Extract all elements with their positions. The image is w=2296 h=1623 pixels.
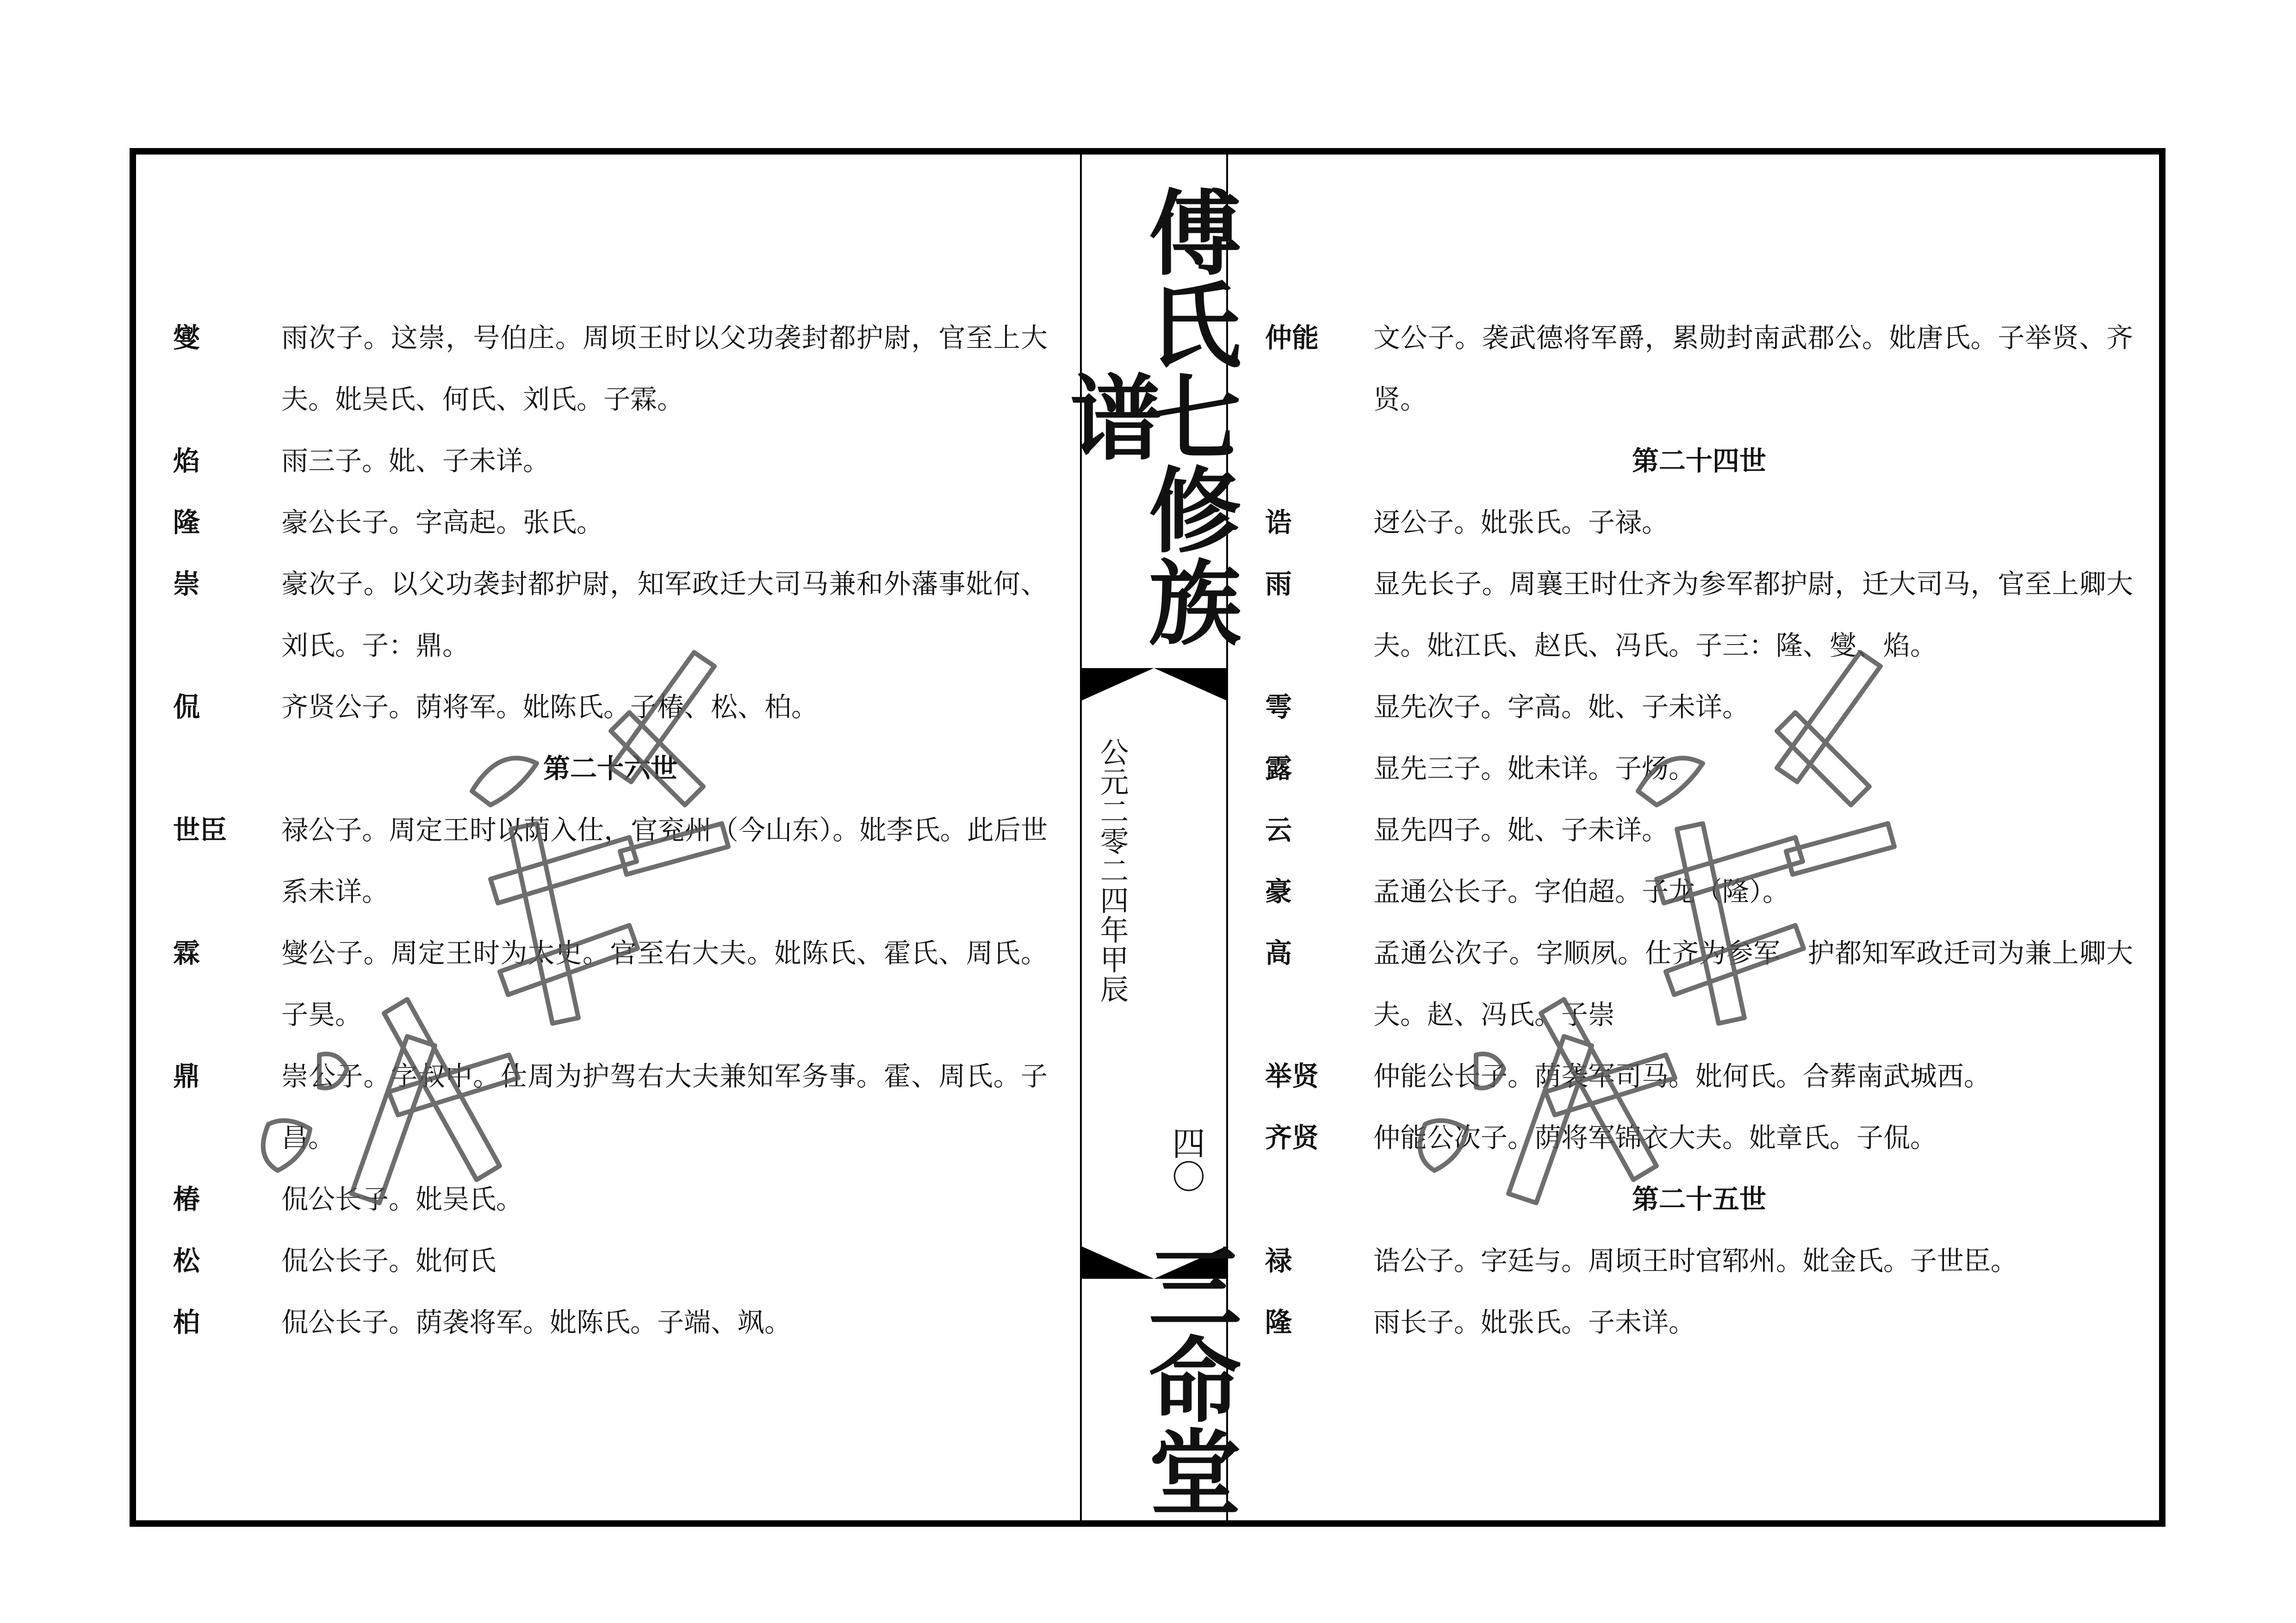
genealogy-entry xyxy=(1265,1107,2133,1169)
genealogy-entry xyxy=(173,676,1048,738)
entry-description: 燮公子。周定王时为太史。官至右大夫。妣陈氏、霍氏、周氏。子昊。 xyxy=(281,937,1048,1030)
entry-name: 露 xyxy=(1265,753,1292,784)
genealogy-entry xyxy=(173,492,1048,553)
genealogy-entry xyxy=(1265,1292,2133,1353)
generation-heading: 第二十五世 xyxy=(1632,1183,1766,1215)
entry-description: 崇公子。字叔中。仕周为护驾右大夫兼知军务事。霍、周氏。子昌。 xyxy=(281,1060,1048,1153)
genealogy-entry xyxy=(173,553,1048,676)
entry-name: 隆 xyxy=(173,507,200,538)
entry-name: 隆 xyxy=(1265,1307,1292,1338)
genealogy-entry xyxy=(1265,492,2133,553)
left-page xyxy=(136,155,1080,1520)
entry-description: 仲能公长子。荫袭军司马。妣何氏。合葬南武城西。 xyxy=(1373,1060,1991,1092)
entry-description: 豪公长子。字高起。张氏。 xyxy=(281,507,604,538)
entry-description: 雨三子。妣、子未详。 xyxy=(281,445,550,477)
entry-name: 齐贤 xyxy=(1265,1122,1319,1153)
genealogy-entry xyxy=(1265,1230,2133,1292)
entry-name: 诰 xyxy=(1265,507,1292,538)
genealogy-entry xyxy=(1265,923,2133,1046)
entry-name: 侃 xyxy=(173,691,200,723)
genealogy-entry xyxy=(173,1230,1048,1292)
entry-description: 诰公子。字廷与。周顷王时官郓州。妣金氏。子世臣。 xyxy=(1373,1245,2018,1276)
genealogy-entry xyxy=(173,1169,1048,1230)
entry-description: 齐贤公子。荫将军。妣陈氏。子椿、松、柏。 xyxy=(281,691,819,723)
entry-name: 举贤 xyxy=(1265,1060,1319,1092)
spine-band-top xyxy=(1082,668,1226,728)
entry-name: 世臣 xyxy=(173,814,227,846)
spine-title: 傅氏七修族谱 xyxy=(1055,185,1241,647)
genealogy-entry xyxy=(1265,861,2133,923)
genealogy-entry xyxy=(173,1046,1048,1169)
entry-description: 显先四子。妣、子未详。 xyxy=(1373,814,1669,846)
entry-description: 雨次子。这崇，号伯庄。周顷王时以父功袭封都护尉，官至上大夫。妣吴氏、何氏、刘氏。子霖。 xyxy=(281,322,1048,415)
entry-name: 豪 xyxy=(1265,876,1292,907)
entry-name: 柏 xyxy=(173,1307,200,1338)
entry-description: 显先长子。周襄王时仕齐为参军都护尉，迁大司马，官至上卿大夫。妣江氏、赵氏、冯氏。子三：隆、燮、焰。 xyxy=(1373,568,2133,661)
entry-name: 仲能 xyxy=(1265,322,1319,353)
genealogy-entry xyxy=(173,799,1048,923)
right-page xyxy=(1228,155,2166,1520)
spine-hall-name: 三命堂 xyxy=(1133,1239,1241,1517)
entry-description: 孟通公长子。字伯超。子龙（隆）。 xyxy=(1373,876,1790,907)
spine-year: 公元二零二四年甲辰 xyxy=(1095,737,1129,1004)
genealogy-entry xyxy=(1265,307,2133,430)
generation-heading: 第二十四世 xyxy=(1632,445,1766,477)
entry-name: 鼎 xyxy=(173,1060,200,1092)
entry-description: 侃公长子。妣吴氏。 xyxy=(281,1183,523,1215)
genealogy-entry xyxy=(1265,676,2133,738)
spine xyxy=(1055,155,1241,1520)
entry-description: 雨长子。妣张氏。子未详。 xyxy=(1373,1307,1696,1338)
entry-name: 霖 xyxy=(173,937,200,969)
entry-name: 雨 xyxy=(1265,568,1292,600)
genealogy-entry xyxy=(173,307,1048,430)
generation-heading: 第二十六世 xyxy=(543,753,677,784)
entry-description: 仲能公次子。荫将军锦衣大夫。妣章氏。子侃。 xyxy=(1373,1122,1937,1153)
genealogy-entry xyxy=(173,923,1048,1046)
entry-name: 雩 xyxy=(1265,691,1292,723)
entry-description: 文公子。袭武德将军爵，累勋封南武郡公。妣唐氏。子举贤、齐贤。 xyxy=(1373,322,2133,415)
entry-name: 椿 xyxy=(173,1183,200,1215)
entry-name: 云 xyxy=(1265,814,1292,846)
entry-description: 禄公子。周定王时以荫入仕，官兖州（今山东）。妣李氏。此后世系未详。 xyxy=(281,814,1048,907)
genealogy-entry xyxy=(173,1292,1048,1353)
entry-description: 显先三子。妣未详。子炀。 xyxy=(1373,753,1696,784)
entry-description: 孟通公次子。字顺夙。仕齐为参军 护都知军政迁司为兼上卿大夫。赵、冯氏。子崇 xyxy=(1373,937,2133,1030)
entry-description: 侃公长子。荫袭将军。妣陈氏。子端、飒。 xyxy=(281,1307,792,1338)
genealogy-entry xyxy=(173,430,1048,492)
entry-name: 高 xyxy=(1265,937,1292,969)
genealogy-entry xyxy=(1265,1046,2133,1107)
right-entries xyxy=(1265,307,2133,1353)
entry-description: 侃公长子。妣何氏 xyxy=(281,1245,496,1276)
page-number: 四〇 xyxy=(1167,1126,1205,1193)
entry-name: 燮 xyxy=(173,322,200,353)
page-frame xyxy=(130,148,2166,1527)
entry-name: 禄 xyxy=(1265,1245,1292,1276)
genealogy-entry xyxy=(1265,553,2133,676)
entry-name: 松 xyxy=(173,1245,200,1276)
entry-name: 崇 xyxy=(173,568,200,600)
genealogy-entry xyxy=(1265,738,2133,799)
entry-description: 迓公子。妣张氏。子禄。 xyxy=(1373,507,1669,538)
left-entries xyxy=(173,307,1048,1353)
genealogy-entry xyxy=(1265,799,2133,861)
entry-description: 豪次子。以父功袭封都护尉，知军政迁大司马兼和外藩事妣何、刘氏。子：鼎。 xyxy=(281,568,1048,661)
entry-name: 焰 xyxy=(173,445,200,477)
entry-description: 显先次子。字高。妣、子未详。 xyxy=(1373,691,1750,723)
